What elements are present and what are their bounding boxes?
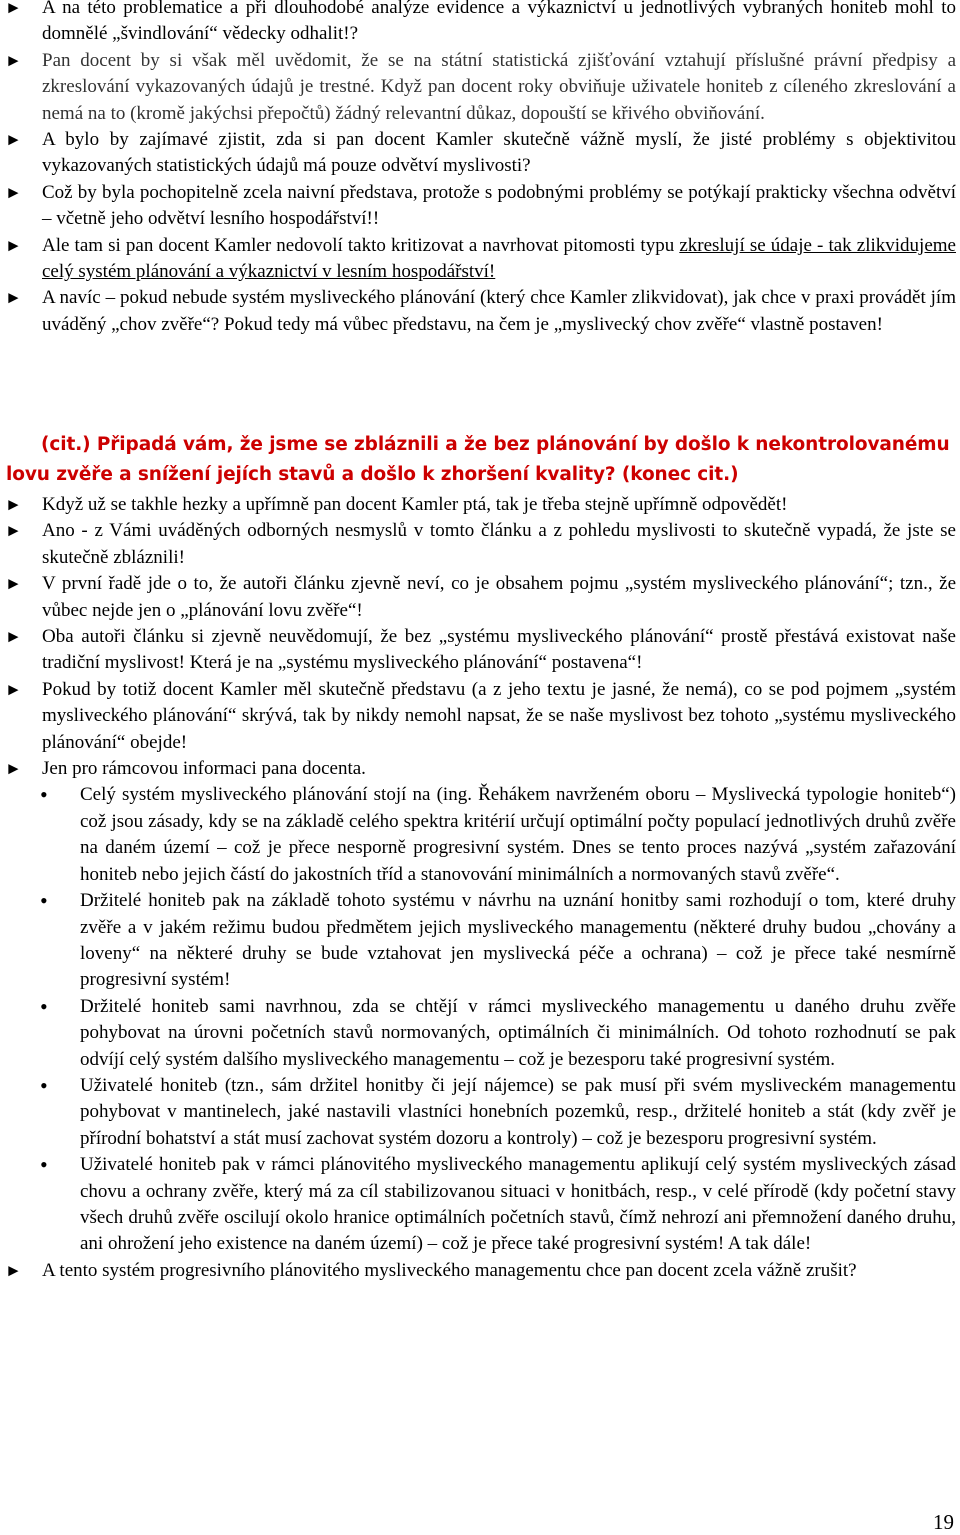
arrow-marker-icon: ► xyxy=(5,574,22,594)
list-item xyxy=(0,1258,956,1284)
bullet-item xyxy=(0,1073,956,1152)
arrow-marker-icon: ► xyxy=(5,759,22,779)
citation-line: (cit.) Připadá vám, že jsme se zbláznili a že bez plánování by došlo k nekontrolovanému xyxy=(41,434,950,455)
item-text: A navíc – pokud nebude systém mysliveckého plánování (který chce Kamler zlikvidovat), jak chce v praxi provádět jím uváděný „chov zvěře“? Pokud tedy má vůbec představu, na čem je „myslivecký chov zvěře“ vlastně postaven! xyxy=(42,287,956,335)
item-text: V první řadě jde o to, že autoři článku zjevně neví, co je obsahem pojmu „systém mysliveckého plánování“; tzn., že vůbec nejde jen o „plánování lovu zvěře“! xyxy=(42,573,956,621)
bullet-marker-icon: • xyxy=(40,993,48,1019)
bullet-item xyxy=(0,994,956,1073)
item-text: Oba autoři článku si zjevně neuvědomují, že bez „systému mysliveckého plánování“ prostě přestává existovat naše tradiční myslivost! Která je na „systému mysliveckého plánování“ postavena“! xyxy=(42,626,956,674)
list-item xyxy=(0,285,956,338)
bullet-item xyxy=(0,1152,956,1258)
item-text: A tento systém progresivního plánovitého mysliveckého managementu chce pan docent zcela vážně zrušit? xyxy=(42,1259,857,1281)
arrow-marker-icon: ► xyxy=(5,235,22,255)
bullet-text: Uživatelé honiteb (tzn., sám držitel honitby či její nájemce) se pak musí při svém mysliveckém managementu pohybovat v mantinelech, jaké nastavili vlastníci honebních pozemků, resp., držitelé honiteb a stát (kdy zvěř je přírodní bohatství a stát musí zachovat systém dozoru a kontroly) – což je bezesporu progresivní systém. xyxy=(80,1074,956,1149)
bullet-text: Celý systém mysliveckého plánování stojí na (ing. Řehákem navrženém oboru – Myslivecká typologie honiteb“) což jsou zásady, kdy se na základě celého spektra kritérií určují optimální počty populací jednotlivých druhů zvěře na daném území – což je přece nesporně progresivní systém. Dnes se tento proces nazývá „systém zařazování honiteb nebo jejich částí do jakostních tříd a stanovování minimálních a normovaných stavů zvěře“. xyxy=(80,784,956,885)
arrow-marker-icon: ► xyxy=(5,627,22,647)
arrow-marker-icon: ► xyxy=(5,288,22,308)
item-text: Což by byla pochopitelně zcela naivní představa, protože s podobnými problémy se potýkají prakticky všechna odvětví – včetně jeho odvětví lesního hospodářství!! xyxy=(42,181,956,230)
page-number: 19 xyxy=(933,1510,954,1534)
item-text: Když už se takhle hezky a upřímně pan docent Kamler ptá, tak je třeba stejně upřímně odpovědět! xyxy=(42,494,788,515)
citation-line: lovu zvěře a snížení jejích stavů a došlo k zhoršení kvality? (konec cit.) xyxy=(6,464,739,485)
item-text: Jen pro rámcovou informaci pana docenta. xyxy=(42,758,366,780)
item-text: Ale tam si pan docent Kamler nedovolí takto kritizovat a navrhovat pitomosti typu xyxy=(42,234,680,256)
item-text: Pan docent by si však měl uvědomit, že se na státní statistická zjišťování vztahují příslušné právní předpisy a zkreslování vykazovaných údajů je trestné. xyxy=(42,49,956,98)
list-item xyxy=(0,756,956,782)
bullet-text: Držitelé honiteb sami navrhnou, zda se chtějí v rámci mysliveckého managementu u daného druhu zvěře pohybovat na úrovni početních stavů normovaných, optimálních či minimálních. Od tohoto rozhodnutí se pak odvíjí celý systém dalšího mysliveckého managementu – což je bezesporu také progresivní systém. xyxy=(80,995,956,1070)
arrow-marker-icon: ► xyxy=(5,1260,22,1280)
list-item xyxy=(0,492,956,518)
arrow-marker-icon: ► xyxy=(5,0,22,17)
list-item xyxy=(0,624,956,677)
item-text: A bylo by zajímavé zjistit, zda si pan docent Kamler skutečně vážně myslí, že jisté problémy s objektivitou vykazovaných statistických údajů má pouze odvětví myslivosti? xyxy=(42,129,956,177)
item-text: A na této problematice a při dlouhodobé analýze evidence a výkaznictví u jednotlivých vybraných honiteb mohl to domnělé „švindlování“ vědecky odhalit!? xyxy=(42,0,956,45)
item-text: Když pan docent roky obviňuje uživatele honiteb z cíleného zkreslování a nemá na to (kromě jakýchsi přepočtů) žádný relevantní důkaz, dopouští se křivého obviňování. xyxy=(42,76,956,124)
bullet-item xyxy=(0,888,956,994)
bullet-item xyxy=(0,782,956,888)
list-item xyxy=(0,180,956,233)
item-text: Pokud by totiž docent Kamler měl skutečně představu (a z jeho textu je jasné, že nemá), co se pod pojmem „systém mysliveckého plánování“ skrývá, tak by nikdy nemohl napsat, že se naše myslivost bez tohoto „systému mysliveckého plánování“ obejde! xyxy=(42,678,956,753)
list-item xyxy=(0,518,956,571)
bullet-text: Uživatelé honiteb pak v rámci plánovitého mysliveckého managementu aplikují celý systém mysliveckých zásad chovu a ochrany zvěře, který má za cíl stabilizovanou situaci v honitbách, resp., v celé přírodě (kdy početní stavy všech druhů zvěře oscilují okolo hranice optimálních početních stavů, čímž nehrozí ani přemnožení daného druhu, ani ohrožení jeho existence na daném území) – což je přece také progresivní systém! A tak dále! xyxy=(80,1154,956,1255)
list-item xyxy=(0,0,956,48)
arrow-marker-icon: ► xyxy=(5,50,22,70)
arrow-marker-icon: ► xyxy=(5,679,22,699)
bullet-marker-icon: • xyxy=(40,782,48,808)
list-item xyxy=(0,127,956,180)
list-item xyxy=(0,48,956,127)
bullet-marker-icon: • xyxy=(40,1072,48,1098)
underlined-text: zkreslují se údaje - tak zlikvidujeme celý systém plánování a výkaznictví v lesním hospodářství! xyxy=(42,234,956,283)
item-text: Ano - z Vámi uváděných odborných nesmyslů v tomto článku a z pohledu myslivosti to skutečně vypadá, že jste se skutečně zbláznili! xyxy=(42,520,956,568)
arrow-marker-icon: ► xyxy=(5,130,22,150)
bullet-marker-icon: • xyxy=(40,888,48,914)
list-item xyxy=(0,571,956,624)
arrow-marker-icon: ► xyxy=(5,182,22,202)
intro-section xyxy=(0,0,956,338)
citation-block xyxy=(6,430,956,490)
bullet-marker-icon: • xyxy=(40,1152,48,1178)
arrow-marker-icon: ► xyxy=(5,521,22,541)
response-section xyxy=(0,492,956,1284)
arrow-marker-icon: ► xyxy=(5,495,22,514)
list-item xyxy=(0,233,956,286)
list-item xyxy=(0,677,956,756)
bullet-text: Držitelé honiteb pak na základě tohoto systému v návrhu na uznání honitby sami rozhodují o tom, které druhy zvěře a v jakém režimu budou předmětem jejich mysliveckého managementu (některé druhy budou „chovány a loveny“ na některé druhy se bude vztahovat jen myslivecká péče a ochrana) – což je přece také nesmírně progresivní systém! xyxy=(80,890,956,991)
